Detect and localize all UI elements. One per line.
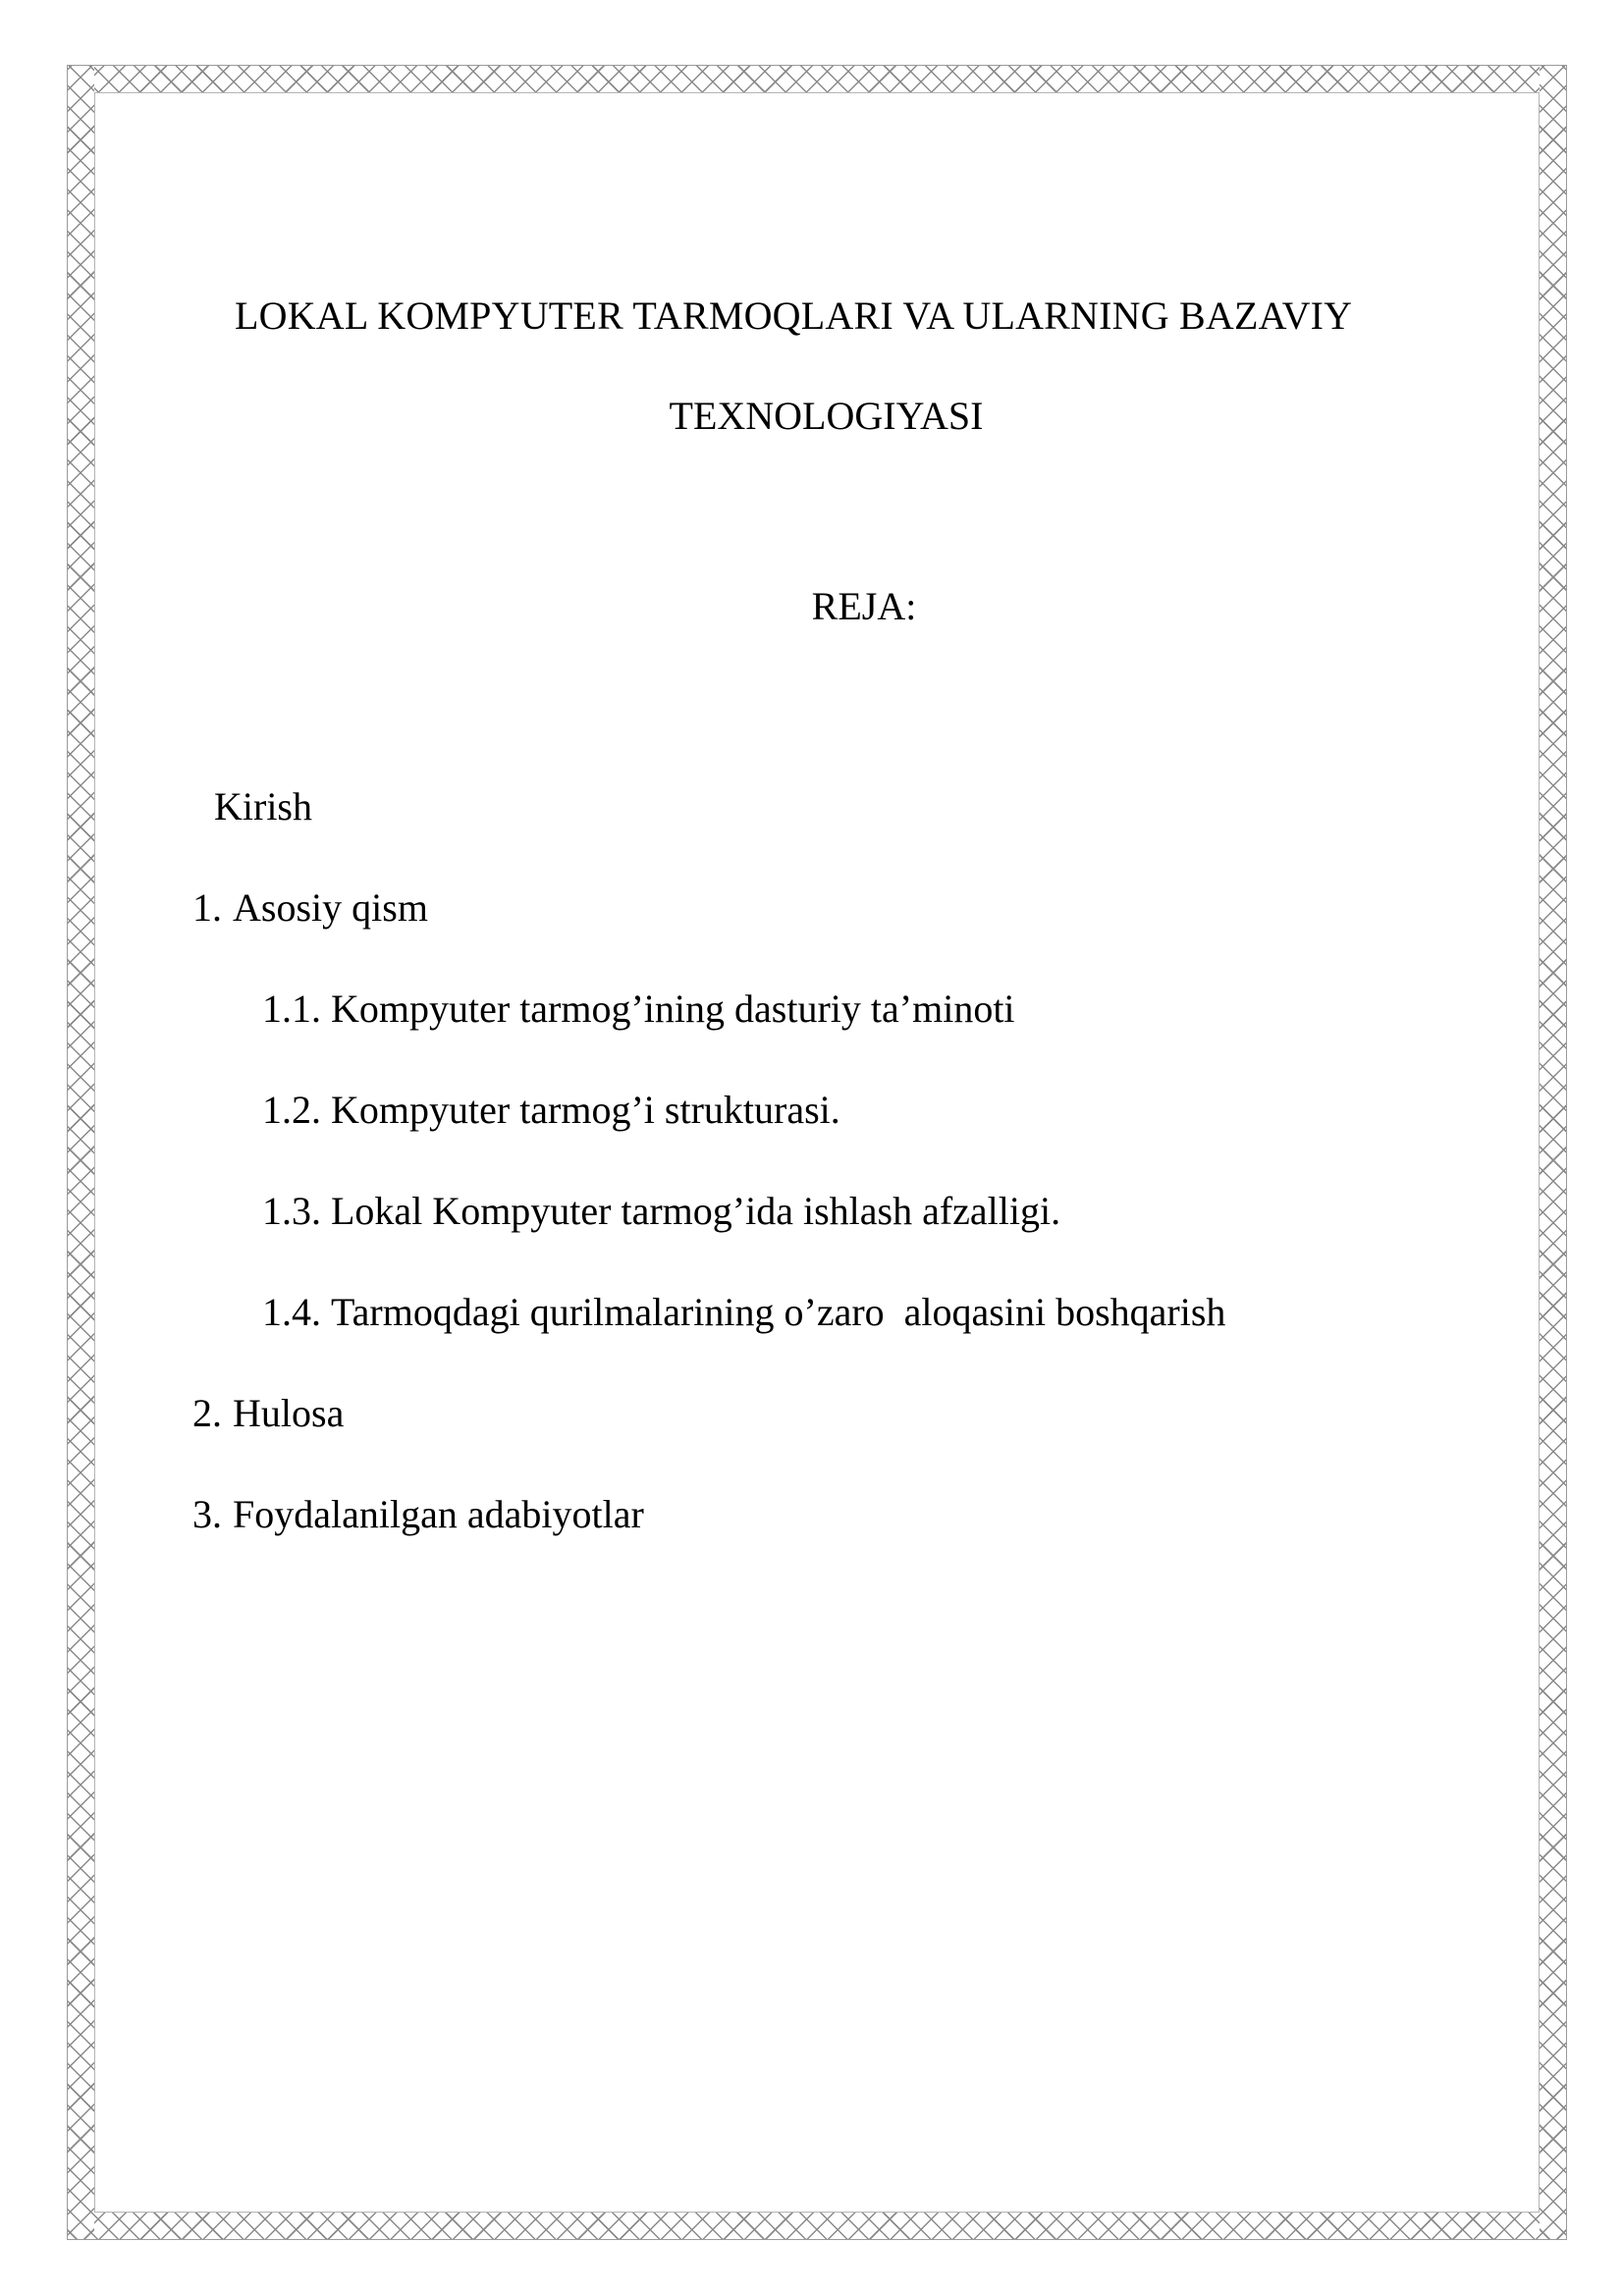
plan-subitem-1-3 <box>262 1188 1060 1235</box>
plan-item-main-part <box>192 884 428 932</box>
plan-item-number: 2. <box>192 1391 222 1435</box>
plan-subitem-1-2 <box>262 1087 840 1134</box>
plan-item-label: Hulosa <box>233 1391 345 1435</box>
document-title-line-2: TEXNOLOGIYASI <box>669 394 984 438</box>
plan-item-label: Lokal Kompyuter tarmog’ida ishlash afzalligi. <box>331 1189 1061 1233</box>
document-title-line-1: LOKAL KOMPYUTER TARMOQLARI VA ULARNING BAZAVIY <box>235 294 1353 338</box>
plan-item-label: Kompyuter tarmog’ining dasturiy ta’minoti <box>331 987 1015 1031</box>
plan-subitem-1-4 <box>262 1289 1225 1336</box>
plan-item-label: Kirish <box>214 784 312 828</box>
plan-item-number: 3. <box>192 1492 222 1536</box>
plan-item-introduction <box>214 783 312 830</box>
plan-item-number: 1. <box>192 885 222 930</box>
plan-item-number: 1.4. <box>262 1290 321 1334</box>
plan-subitem-1-1 <box>262 986 1015 1033</box>
plan-item-label: Kompyuter tarmog’i strukturasi. <box>331 1088 840 1132</box>
plan-heading: REJA: <box>811 584 917 628</box>
plan-item-references <box>192 1491 644 1538</box>
plan-item-number: 1.3. <box>262 1189 321 1233</box>
plan-item-label: Tarmoqdagi qurilmalarining o’zaro aloqasini boshqarish <box>331 1290 1226 1334</box>
plan-item-conclusion <box>192 1390 344 1437</box>
plan-item-label: Asosiy qism <box>233 885 428 930</box>
plan-item-number: 1.2. <box>262 1088 321 1132</box>
plan-item-label: Foydalanilgan adabiyotlar <box>233 1492 644 1536</box>
plan-item-number: 1.1. <box>262 987 321 1031</box>
